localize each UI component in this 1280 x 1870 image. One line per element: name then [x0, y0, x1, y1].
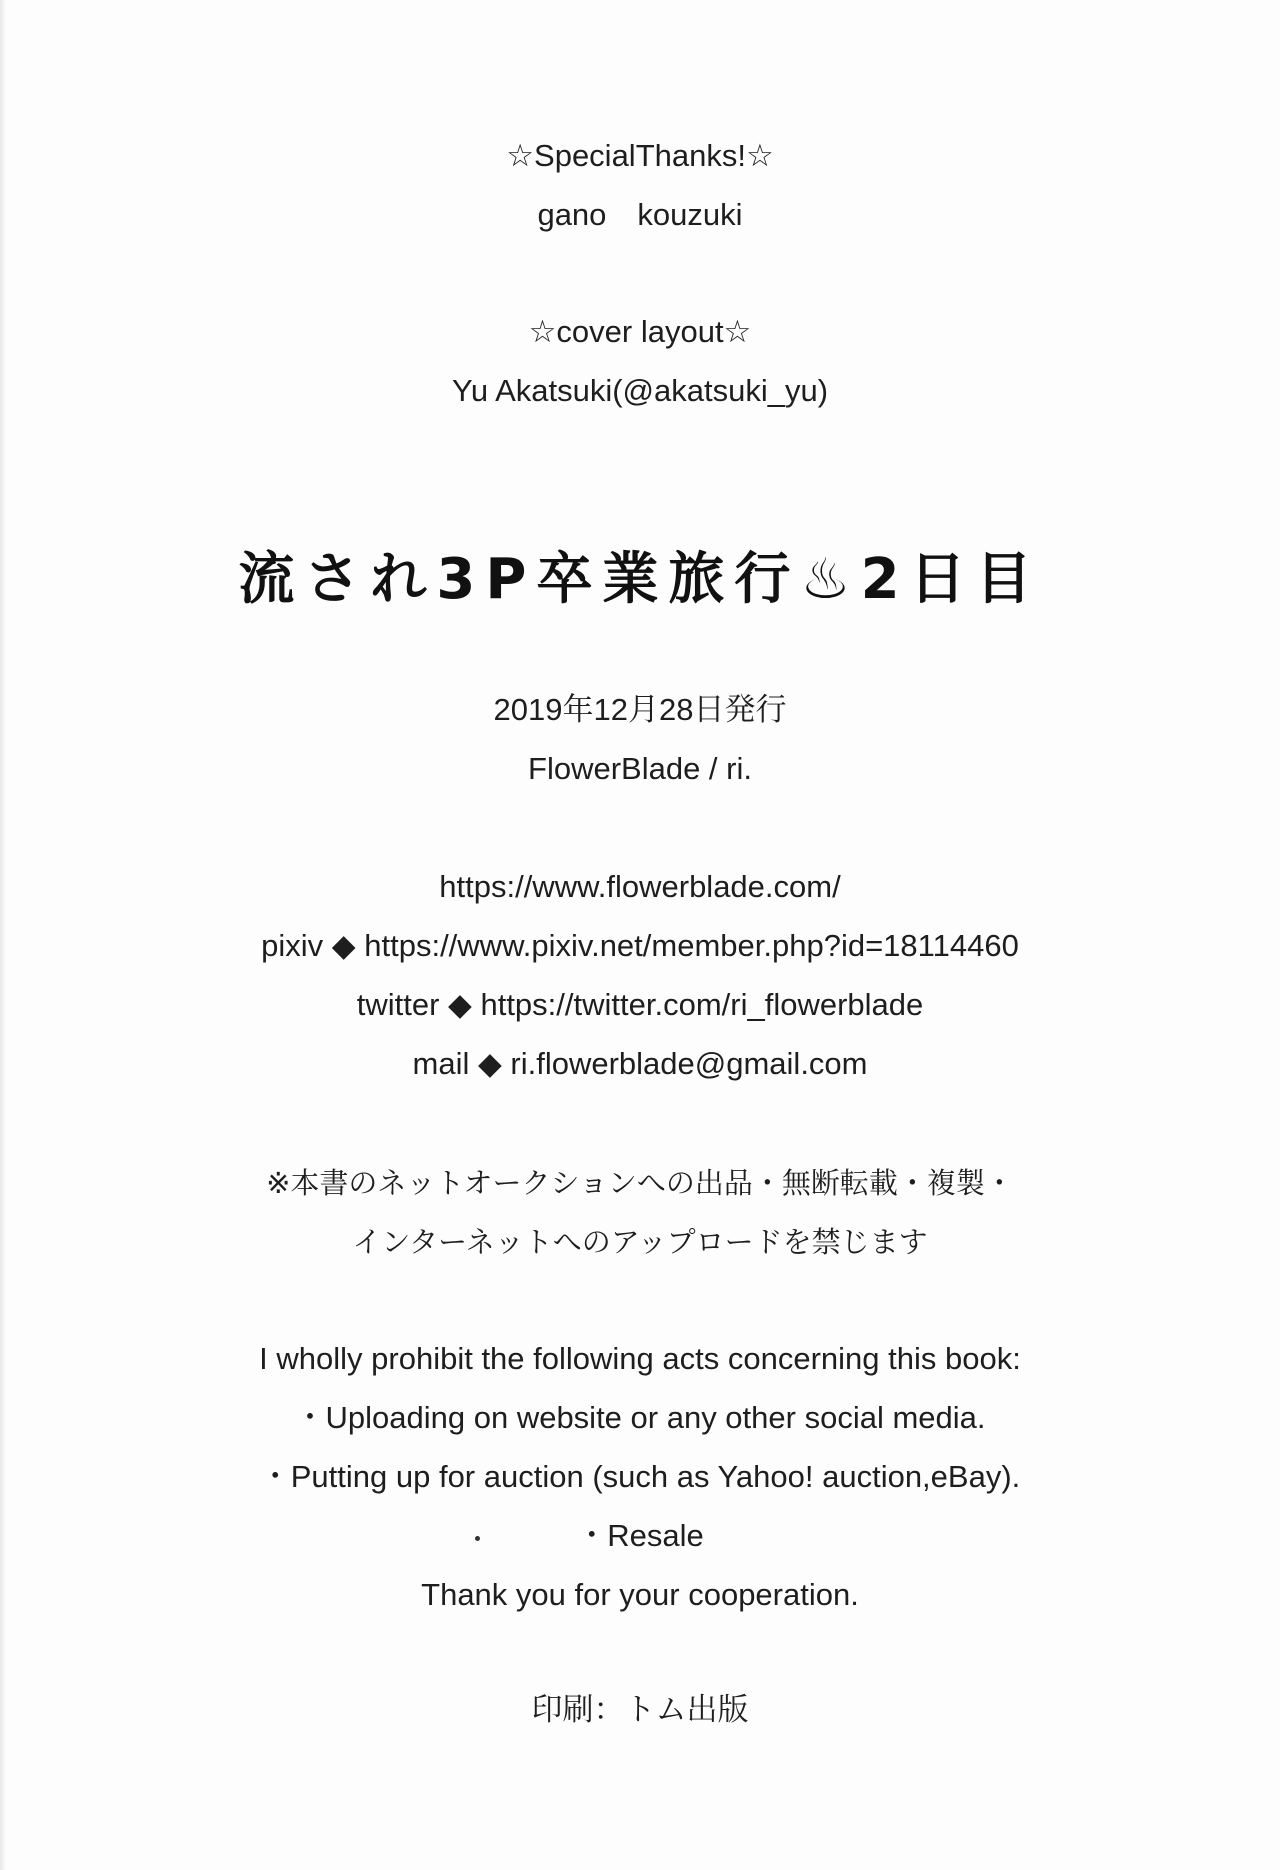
book-title: 流され3P卒業旅行♨2日目	[238, 547, 1042, 612]
notice-en-item-auction: ・Putting up for auction (such as Yahoo! auction,eBay).	[259, 1459, 1021, 1494]
notice-en-item-resale: ・Resale	[576, 1518, 704, 1553]
special-thanks-heading: ☆SpecialThanks!☆	[506, 138, 774, 173]
twitter-link[interactable]: twitter ◆ https://twitter.com/ri_flowerblade	[356, 987, 924, 1022]
website-link[interactable]: https://www.flowerblade.com/	[439, 869, 841, 904]
pixiv-link[interactable]: pixiv ◆ https://www.pixiv.net/member.php?id=18114460	[261, 928, 1019, 963]
notice-jp-line-2: インターネットへのアップロードを禁じます	[352, 1227, 928, 1259]
notice-en-intro: I wholly prohibit the following acts concerning this book:	[259, 1341, 1021, 1376]
cover-layout-heading: ☆cover layout☆	[528, 314, 752, 349]
notice-en-closing: Thank you for your cooperation.	[421, 1577, 859, 1612]
notice-en-item-upload: ・Uploading on website or any other social media.	[294, 1400, 986, 1435]
publication-date: 2019年12月28日発行	[493, 692, 787, 727]
special-thanks-names: gano kouzuki	[537, 197, 743, 232]
mail-link[interactable]: mail ◆ ri.flowerblade@gmail.com	[412, 1046, 868, 1081]
printer-credit: 印刷：トム出版	[531, 1692, 749, 1727]
notice-jp-line-1: ※本書のネットオークションへの出品・無断転載・複製・	[266, 1168, 1014, 1200]
circle-name: FlowerBlade / ri.	[528, 751, 752, 786]
cover-layout-credit: Yu Akatsuki(@akatsuki_yu)	[451, 373, 829, 408]
